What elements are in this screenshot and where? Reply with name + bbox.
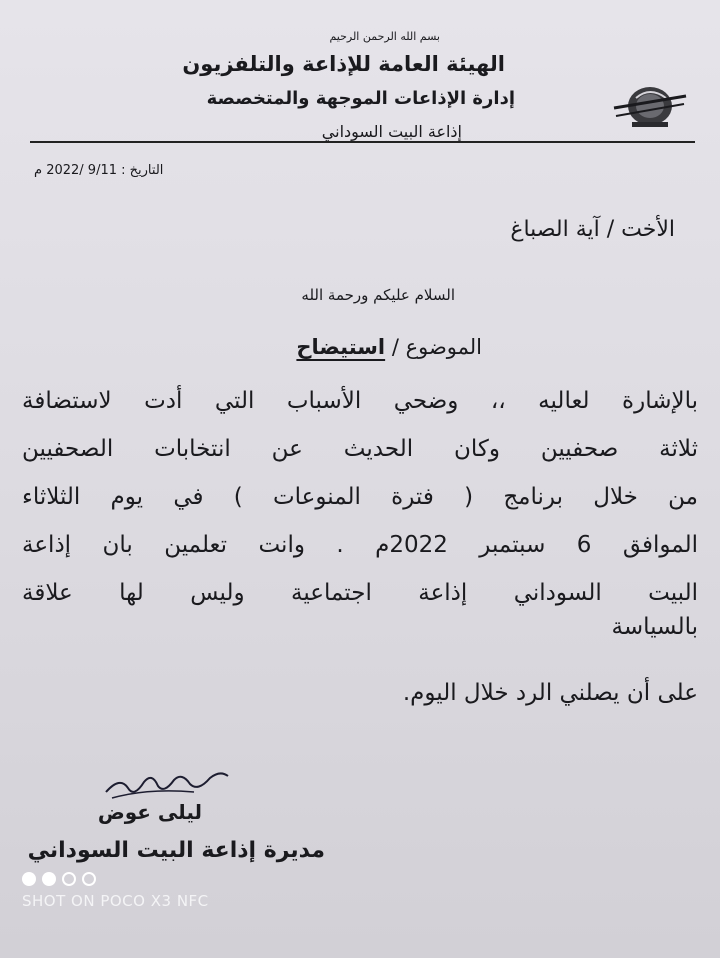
signatory-name: ليلى عوض	[97, 800, 202, 824]
body-line: من خلال برنامج ( فترة المنوعات ) في يوم الثلاثاء	[22, 484, 698, 510]
greeting: السلام عليكم ورحمة الله	[301, 286, 455, 304]
watermark-dots-icon	[22, 872, 209, 886]
body-line: بالسياسة	[611, 614, 698, 640]
signatory-title: مديرة إذاعة البيت السوداني	[27, 838, 325, 863]
subject-text: استيضاح	[296, 335, 386, 359]
body-line: بالإشارة لعاليه ،، وضحي الأسباب التي أدت لاستضافة	[22, 388, 698, 414]
body-line: الموافق 6 سبتمبر 2022م . وانت تعلمين بان إذاعة	[22, 532, 698, 558]
body-line: ثلاثة صحفيين وكان الحديث عن انتخابات الصحفيين	[22, 436, 698, 462]
station-logo-icon	[610, 78, 690, 134]
letter-date: التاريخ : 9/11 /2022 م	[34, 163, 164, 178]
header-divider	[30, 141, 695, 143]
watermark-text: SHOT ON POCO X3 NFC	[22, 892, 209, 910]
subject-line	[296, 335, 482, 359]
subject-label: الموضوع /	[391, 335, 482, 359]
department-name: إدارة الإذاعات الموجهة والمتخصصة	[206, 88, 515, 109]
camera-watermark	[22, 872, 209, 910]
closing-line: على أن يصلني الرد خلال اليوم.	[402, 680, 698, 706]
basmala: بسم الله الرحمن الرحيم	[329, 30, 440, 43]
station-name: إذاعة البيت السوداني	[321, 122, 462, 141]
organization-name: الهيئة العامة للإذاعة والتلفزيون	[182, 52, 505, 76]
addressee: الأخت / آية الصباغ	[510, 217, 675, 242]
body-line: البيت السوداني إذاعة اجتماعية وليس لها علاقة	[22, 580, 698, 606]
